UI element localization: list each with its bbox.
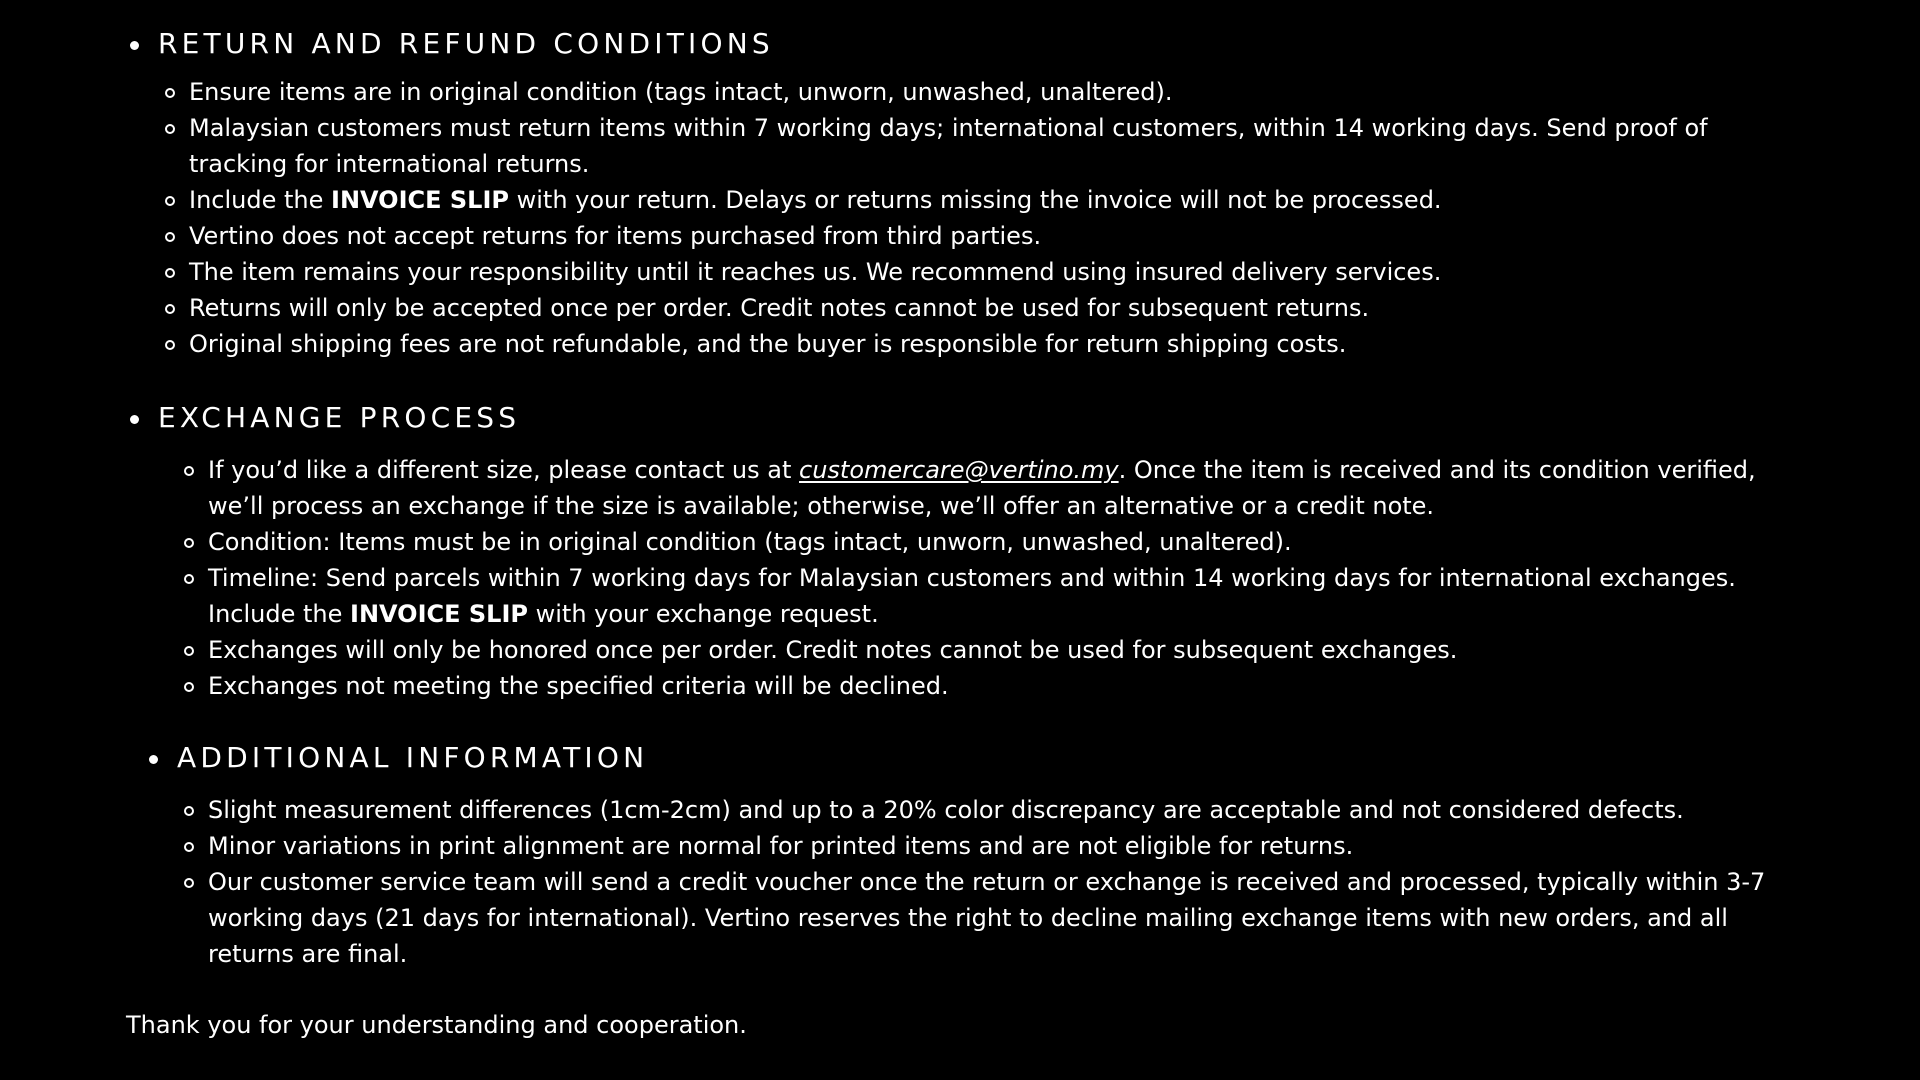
invoice-slip-emphasis: INVOICE SLIP (350, 600, 528, 628)
circle-bullet-icon (165, 340, 175, 350)
circle-bullet-icon (165, 304, 175, 314)
list-item: Ensure items are in original condition (tags intact, unworn, unwashed, unaltered). (189, 74, 1789, 110)
circle-bullet-icon (184, 538, 194, 548)
circle-bullet-icon (165, 88, 175, 98)
circle-bullet-icon (165, 268, 175, 278)
list-item: The item remains your responsibility until it reaches us. We recommend using insured delivery services. (189, 254, 1789, 290)
circle-bullet-icon (184, 574, 194, 584)
customercare-email-link[interactable]: customercare@vertino.my (799, 456, 1119, 484)
circle-bullet-icon (184, 842, 194, 852)
list-item: Minor variations in print alignment are normal for printed items and are not eligible for returns. (208, 828, 1808, 864)
list-item: Returns will only be accepted once per order. Credit notes cannot be used for subsequent returns. (189, 290, 1789, 326)
circle-bullet-icon (165, 124, 175, 134)
section-title-additional-information: ADDITIONAL INFORMATION (177, 740, 648, 776)
list-item: Vertino does not accept returns for items purchased from third parties. (189, 218, 1789, 254)
closing-note: Thank you for your understanding and cooperation. (126, 1011, 747, 1039)
circle-bullet-icon (184, 806, 194, 816)
circle-bullet-icon (165, 196, 175, 206)
circle-bullet-icon (184, 646, 194, 656)
bullet-icon (130, 41, 139, 50)
list-item: Slight measurement differences (1cm-2cm) and up to a 20% color discrepancy are acceptable and not considered defects. (208, 792, 1808, 828)
list-item: Timeline: Send parcels within 7 working days for Malaysian customers and within 14 working days for international exchanges. Include the INVOICE SLIP with your exchange request. (208, 560, 1808, 632)
section-title-return-refund: RETURN AND REFUND CONDITIONS (158, 26, 774, 62)
list-item: Exchanges not meeting the specified criteria will be declined. (208, 668, 1808, 704)
invoice-slip-emphasis: INVOICE SLIP (331, 186, 509, 214)
circle-bullet-icon (165, 232, 175, 242)
circle-bullet-icon (184, 682, 194, 692)
bullet-icon (130, 415, 139, 424)
list-item: Our customer service team will send a credit voucher once the return or exchange is received and processed, typically within 3-7 working days (21 days for international). Vertino reserves the right to decline mailing exchange items with new orders, and all returns are final. (208, 864, 1808, 972)
bullet-icon (149, 755, 158, 764)
list-item: Malaysian customers must return items within 7 working days; international customers, within 14 working days. Send proof of tracking for international returns. (189, 110, 1749, 182)
circle-bullet-icon (184, 466, 194, 476)
list-item: Original shipping fees are not refundable, and the buyer is responsible for return shipping costs. (189, 326, 1789, 362)
circle-bullet-icon (184, 878, 194, 888)
list-item: Include the INVOICE SLIP with your return. Delays or returns missing the invoice will not be processed. (189, 182, 1789, 218)
list-item: Exchanges will only be honored once per order. Credit notes cannot be used for subsequent exchanges. (208, 632, 1808, 668)
list-item: If you’d like a different size, please contact us at customercare@vertino.my. Once the item is received and its condition verified, we’ll process an exchange if the size is available; otherwise, we’ll offer an alternative or a credit note. (208, 452, 1808, 524)
section-title-exchange-process: EXCHANGE PROCESS (158, 400, 520, 436)
list-item: Condition: Items must be in original condition (tags intact, unworn, unwashed, unaltered). (208, 524, 1808, 560)
